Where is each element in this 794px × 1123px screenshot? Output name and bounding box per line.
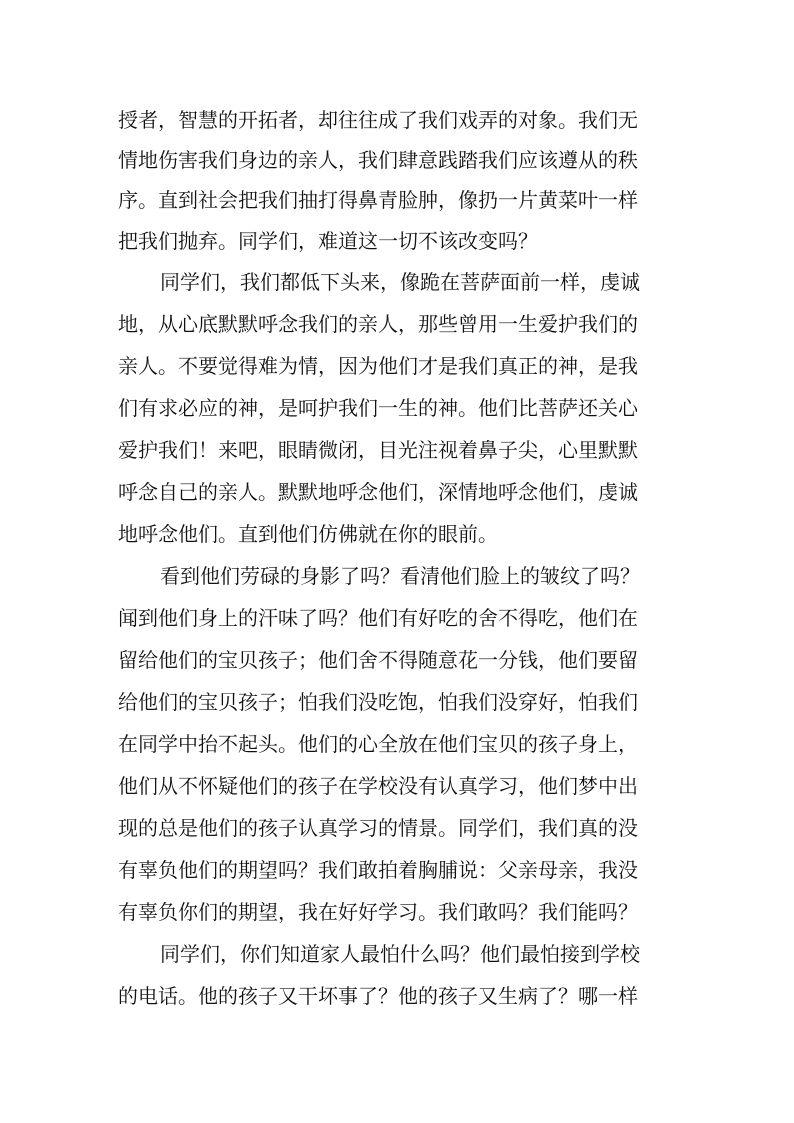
- text-line-9: 爱护我们！来吧，眼睛微闭，目光注视着鼻子尖，心里默默: [118, 438, 638, 462]
- text-line-6: 地，从心底默默呼念我们的亲人，那些曾用一生爱护我们的: [118, 312, 638, 336]
- text-line-7: 亲人。不要觉得难为情，因为他们才是我们真正的神，是我: [118, 354, 638, 378]
- text-line-2: 情地伤害我们身边的亲人，我们肆意践踏我们应该遵从的秩: [118, 148, 638, 172]
- text-line-13: 闻到他们身上的汗味了吗？他们有好吃的舍不得吃，他们在: [118, 606, 638, 630]
- text-line-10: 呼念自己的亲人。默默地呼念他们，深情地呼念他们，虔诚: [118, 480, 638, 504]
- text-line-1: 授者，智慧的开拓者，却往往成了我们戏弄的对象。我们无: [118, 108, 638, 132]
- text-line-21: 同学们，你们知道家人最怕什么吗？他们最怕接到学校: [160, 942, 640, 966]
- text-line-11: 地呼念他们。直到他们仿佛就在你的眼前。: [118, 522, 498, 546]
- text-line-18: 现的总是他们的孩子认真学习的情景。同学们，我们真的没: [118, 816, 638, 840]
- text-line-19: 有辜负他们的期望吗？我们敢拍着胸脯说：父亲母亲，我没: [118, 858, 638, 882]
- text-line-15: 给他们的宝贝孩子；怕我们没吃饱，怕我们没穿好，怕我们: [118, 690, 638, 714]
- text-line-17: 他们从不怀疑他们的孩子在学校没有认真学习，他们梦中出: [118, 774, 638, 798]
- text-line-14: 留给他们的宝贝孩子；他们舍不得随意花一分钱，他们要留: [118, 648, 638, 672]
- text-line-12: 看到他们劳碌的身影了吗？看清他们脸上的皱纹了吗？: [160, 564, 640, 588]
- text-line-8: 们有求必应的神，是呵护我们一生的神。他们比菩萨还关心: [118, 396, 638, 420]
- text-line-22: 的电话。他的孩子又干坏事了？他的孩子又生病了？哪一样: [118, 984, 638, 1008]
- text-line-4: 把我们抛弃。同学们，难道这一切不该改变吗？: [118, 229, 538, 253]
- text-line-16: 在同学中抬不起头。他们的心全放在他们宝贝的孩子身上，: [118, 732, 638, 756]
- text-line-20: 有辜负你们的期望，我在好好学习。我们敢吗？我们能吗？: [118, 900, 638, 924]
- text-line-3: 序。直到社会把我们抽打得鼻青脸肿，像扔一片黄菜叶一样: [118, 188, 638, 212]
- text-line-5: 同学们，我们都低下头来，像跪在菩萨面前一样，虔诚: [160, 270, 640, 294]
